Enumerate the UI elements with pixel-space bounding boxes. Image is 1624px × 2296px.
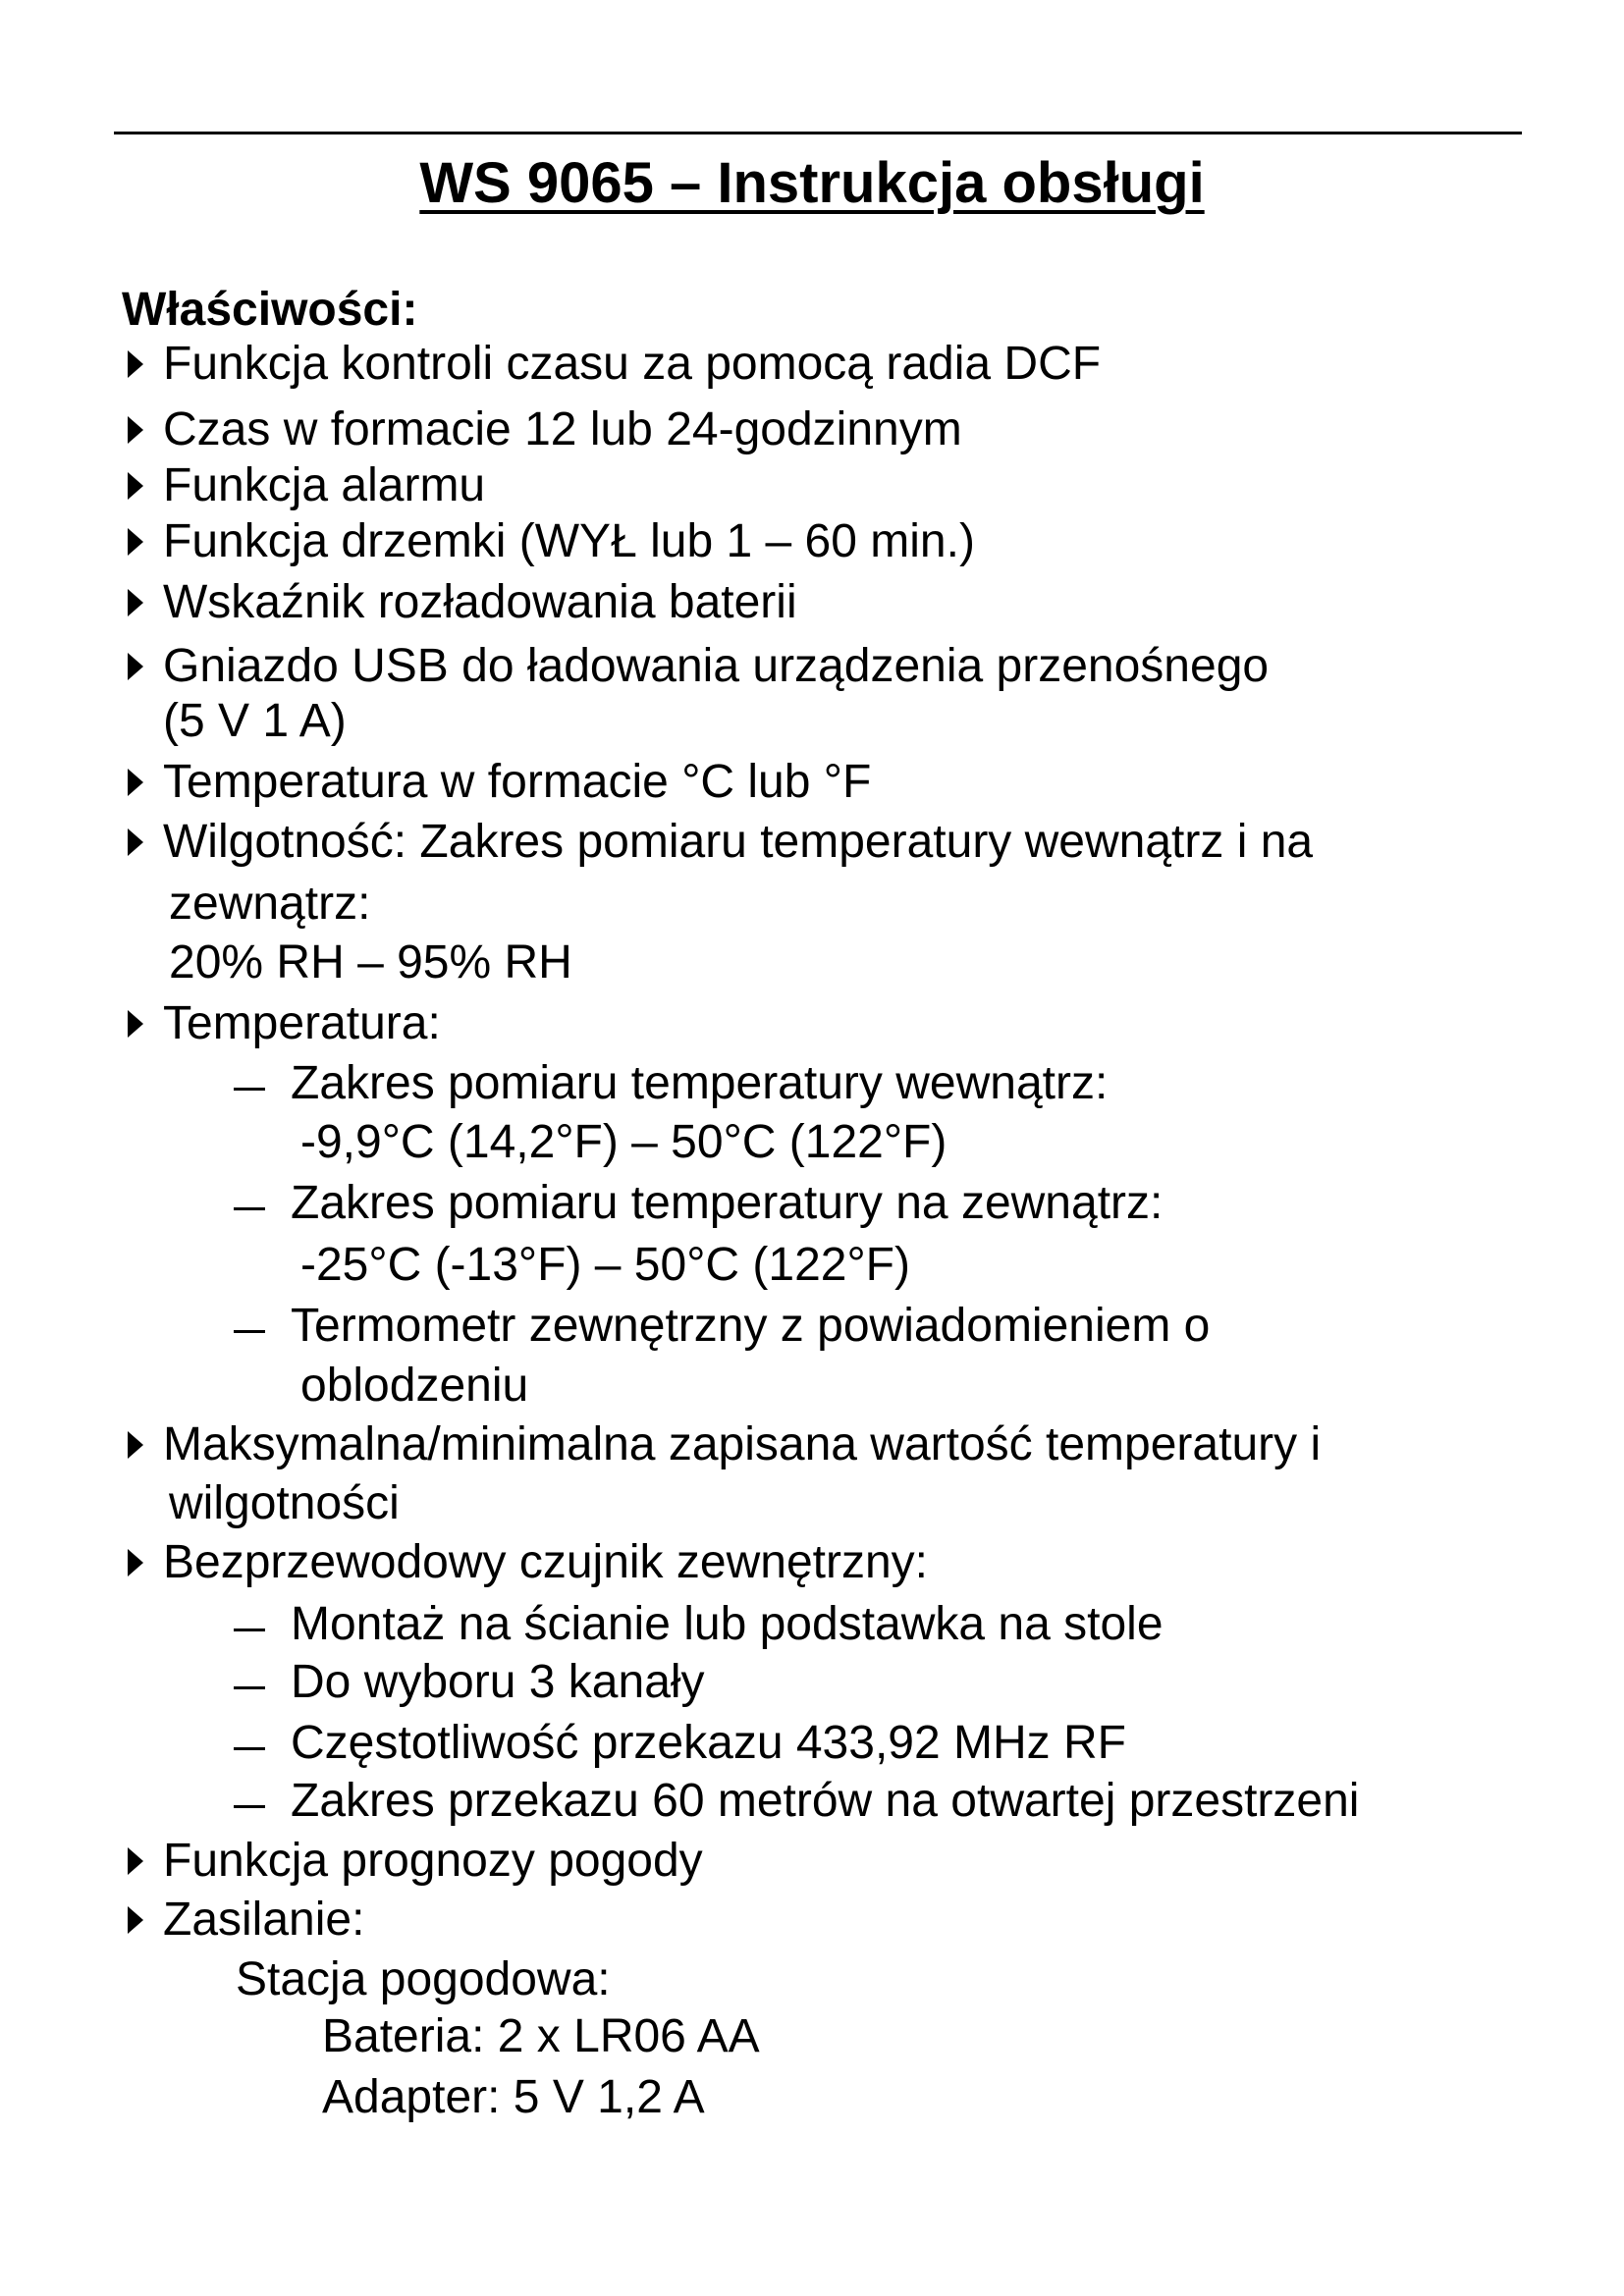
feature-temp-format: Temperatura w formacie °C lub °F — [163, 756, 872, 808]
power-station: Stacja pogodowa: — [236, 1953, 611, 2005]
bullet-arrow-icon — [128, 350, 143, 378]
temp-outdoor-range: -25°C (-13°F) – 50°C (122°F) — [300, 1239, 910, 1291]
bullet-arrow-icon — [128, 828, 143, 856]
bullet-arrow-icon — [128, 528, 143, 556]
feature-humidity: Wilgotność: Zakres pomiaru temperatury wewnątrz i na — [163, 816, 1314, 868]
bullet-arrow-icon — [128, 589, 143, 616]
bullet-arrow-icon — [128, 1847, 143, 1875]
bullet-arrow-icon — [128, 1010, 143, 1038]
ice-alert-cont: oblodzeniu — [300, 1360, 529, 1412]
dash-icon — [234, 1088, 265, 1091]
power-station-battery: Bateria: 2 x LR06 AA — [322, 2010, 760, 2062]
feature-humidity-cont: zewnątrz: — [169, 878, 371, 930]
temp-indoor-label: Zakres pomiaru temperatury wewnątrz: — [291, 1057, 1109, 1109]
feature-maxmin: Maksymalna/minimalna zapisana wartość temperatury i — [163, 1418, 1322, 1470]
bullet-arrow-icon — [128, 1431, 143, 1459]
dash-icon — [234, 1686, 265, 1689]
temp-indoor-range: -9,9°C (14,2°F) – 50°C (122°F) — [300, 1116, 947, 1168]
feature-time-format: Czas w formacie 12 lub 24-godzinnym — [163, 403, 962, 455]
dash-icon — [234, 1747, 265, 1750]
feature-humidity-range: 20% RH – 95% RH — [169, 936, 572, 988]
ice-alert-label: Termometr zewnętrzny z powiadomieniem o — [291, 1300, 1211, 1352]
dash-icon — [234, 1805, 265, 1808]
bullet-arrow-icon — [128, 1906, 143, 1934]
feature-maxmin-cont: wilgotności — [169, 1477, 400, 1529]
feature-dcf: Funkcja kontroli czasu za pomocą radia DCF — [163, 338, 1102, 390]
top-rule — [114, 132, 1522, 134]
dash-icon — [234, 1330, 265, 1333]
temp-outdoor-label: Zakres pomiaru temperatury na zewnątrz: — [291, 1177, 1164, 1229]
feature-sensor: Bezprzewodowy czujnik zewnętrzny: — [163, 1536, 928, 1588]
section-heading: Właściwości: — [122, 284, 418, 336]
feature-usb: Gniazdo USB do ładowania urządzenia przenośnego — [163, 640, 1270, 692]
dash-icon — [234, 1629, 265, 1631]
sensor-range: Zakres przekazu 60 metrów na otwartej przestrzeni — [291, 1775, 1360, 1827]
bullet-arrow-icon — [128, 769, 143, 796]
bullet-arrow-icon — [128, 653, 143, 680]
power-station-adapter: Adapter: 5 V 1,2 A — [322, 2071, 705, 2123]
feature-alarm: Funkcja alarmu — [163, 459, 486, 511]
bullet-arrow-icon — [128, 472, 143, 500]
dash-icon — [234, 1207, 265, 1210]
sensor-mount: Montaż na ścianie lub podstawka na stole — [291, 1598, 1164, 1650]
page-title: WS 9065 – Instrukcja obsługi — [419, 151, 1205, 215]
bullet-arrow-icon — [128, 1549, 143, 1576]
feature-power: Zasilanie: — [163, 1894, 365, 1946]
feature-temperature: Temperatura: — [163, 997, 441, 1049]
sensor-frequency: Częstotliwość przekazu 433,92 MHz RF — [291, 1717, 1126, 1769]
feature-forecast: Funkcja prognozy pogody — [163, 1835, 703, 1887]
sensor-channels: Do wyboru 3 kanały — [291, 1656, 705, 1708]
feature-snooze: Funkcja drzemki (WYŁ lub 1 – 60 min.) — [163, 515, 975, 567]
bullet-arrow-icon — [128, 416, 143, 444]
feature-battery: Wskaźnik rozładowania baterii — [163, 576, 797, 628]
feature-usb-cont: (5 V 1 A) — [163, 695, 347, 747]
